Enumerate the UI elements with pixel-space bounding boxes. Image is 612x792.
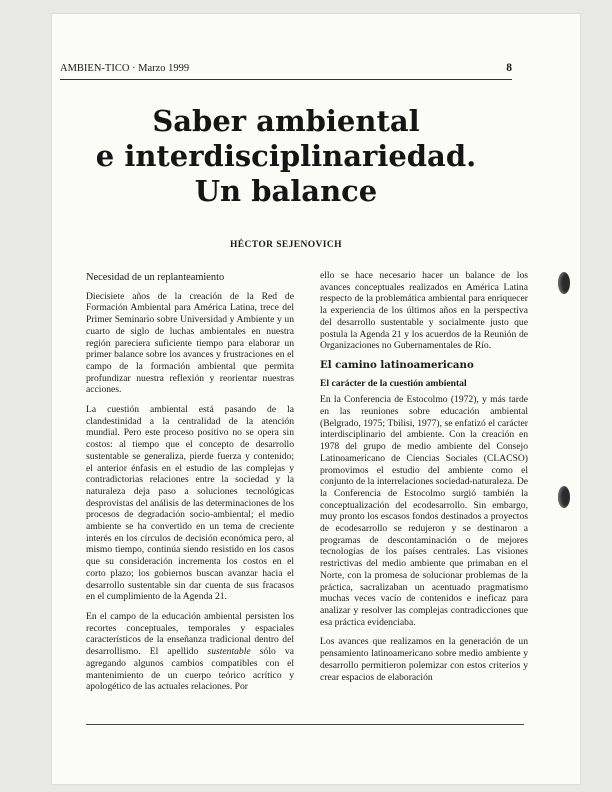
running-header [60, 63, 512, 77]
title-line-1: Saber ambiental [152, 104, 420, 138]
footer-rule [86, 724, 524, 725]
section-heading-camino: El camino latinoamericano [320, 358, 474, 371]
italic-term: sustentable [207, 646, 251, 658]
paragraph [86, 611, 294, 693]
paragraph: La cuestión ambiental está pasando de la clandestinidad a la centralidad de la atención mundial. Pero este proceso positivo no se opera sin costos: al tiempo que el concepto de desarrollo sustentable se generaliza, pierde fuerza y contenido; el anterior énfasis en el estudio de las complejas y contradictorias relaciones entre la sociedad y la naturaleza deja paso a soluciones tecnológicas desprovistas del análisis de las determinaciones de los procesos de degradación socio-ambiental; el medio ambiente se ha convertido en un tema de creciente interés en los círculos de decisión económica pero, al mismo tiempo, continúa siendo resistido en los casos que su consideración incrementa los costos en el corto plazo; los gobiernos buscan avanzar hacia el desarrollo sustentable sin dar cuenta de sus fracasos en el cumplimiento de la Agenda 21. [86, 404, 294, 603]
journal-name: AMBIEN-TICO · Marzo 1999 [60, 63, 190, 74]
paragraph: En la Conferencia de Estocolmo (1972), y más tarde en las reuniones sobre educación ambiental (Belgrado, 1975; Tbilisi, 1977), se enfatizó el carácter interdisciplinario del ambiente. Con la creación en 1978 del grupo de medio ambiente del Consejo Latinoamericano de Ciencias Sociales (CLACSO) promovimos el estudio del ambiente como el conjunto de la interrelaciones sociedad-naturaleza. De la Conferencia de Estocolmo surgió también la conceptualización del ecodesarrollo. Sin embargo, muy pronto los escasos fondos destinados a proyectos de ecodesarrollo se redujeron y se destinaron a programas de descontaminación o de mejores tecnologías de los países centrales. Las visiones restrictivas del medio ambiente que primaban en el Norte, con la promesa de solucionar problemas de la práctica, sacralizaban un acentuado pragmatismo muchas veces vacío de contenidos e ineficaz para analizar y resolver las complejas contradicciones que esa práctica evidenciaba. [320, 394, 528, 628]
header-rule [60, 79, 512, 80]
subsection-heading-caracter: El carácter de la cuestión ambiental [320, 377, 467, 389]
binder-hole [558, 272, 570, 294]
page-number: 8 [506, 62, 512, 74]
title-line-3: Un balance [194, 174, 378, 208]
author-byline: HÉCTOR SEJENOVICH [230, 240, 342, 250]
section-heading-replanteamiento: Necesidad de un replanteamiento [86, 272, 225, 283]
title-line-2: e interdisciplinariedad. [95, 139, 477, 173]
right-column [320, 270, 528, 691]
paragraph: ello se hace necesario hacer un balance de los avances conceptuales realizados en América Latina respecto de la problemática ambiental para enriquecer la experiencia de los últimos años en la perspectiva del desarrollo sustentable y socialmente justo que postula la Agenda 21 y los acuerdos de la Reunión de Organizaciones no Gubernamentales de Río. [320, 270, 528, 352]
article-title [60, 104, 512, 209]
left-column [86, 270, 294, 701]
paragraph: Los avances que realizamos en la generación de un pensamiento latinoamericano sobre medio ambiente y desarrollo permitieron polemizar con estos criterios y crear espacios de elaboración [320, 636, 528, 683]
paragraph: Diecisiete años de la creación de la Red de Formación Ambiental para América Latina, trece del Primer Seminario sobre Universidad y Ambiente y un cuarto de siglo de luchas ambientales en nuestra región pareciera suficiente tiempo para elaborar un primer balance sobre los avances y frustraciones en el campo de la formación ambiental que permita profundizar nuestra reflexión y reorientar nuestras acciones. [86, 290, 294, 396]
paragraph-text: En el campo de la educación ambiental persisten los recortes conceptuales, temporales y espaciales característicos de la enseñanza tradicional dentro del desarrollismo. El apellido [86, 610, 294, 658]
paragraph-text: sólo va agregando algunos cambios compatibles con el mantenimiento de un cuerpo teórico acrítico y apologético de las actuales relaciones. Por [86, 646, 294, 693]
binder-hole [558, 486, 570, 508]
